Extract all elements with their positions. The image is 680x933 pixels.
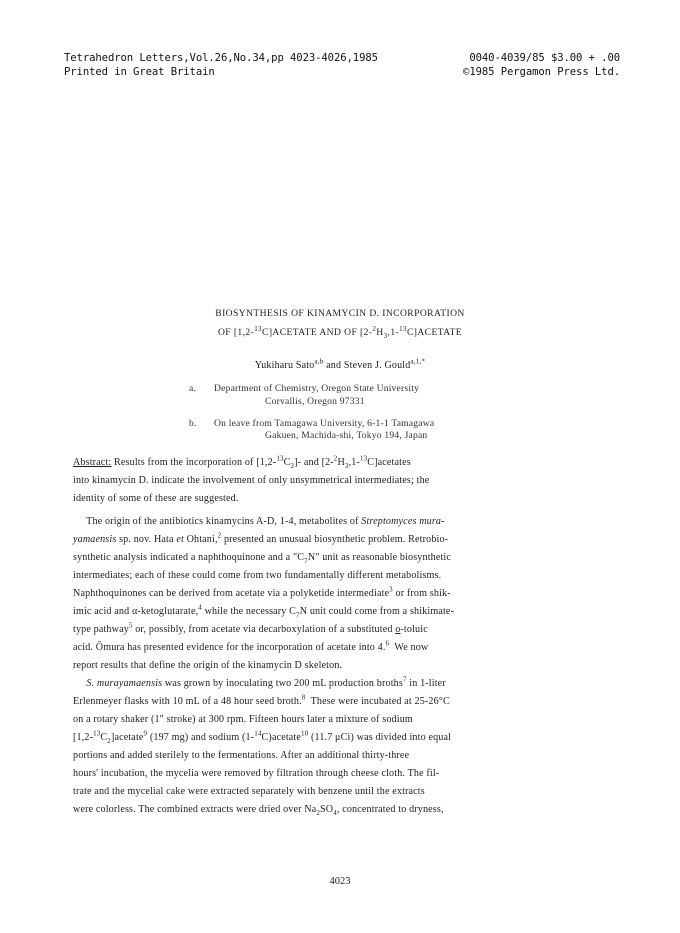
affiliation-b-marker: b.	[189, 418, 197, 429]
body-line: $[1,2-^{13}C_2]acetate^9$ (197 mg) and sodium (1-$^{14}$C)acetate$^{10}$ (11.7 μCi) was divided into equal	[73, 729, 452, 746]
body-line: The origin of the antibiotics kinamycins A-D, 1-4, metabolites of Streptomyces mura-	[73, 516, 445, 527]
body-line: portions and added sterilely to the fermentations. After an additional thirty-three	[73, 750, 410, 761]
body-line: report results that define the origin of the kinamycin D skeleton.	[73, 660, 343, 671]
copyright: ©1985 Pergamon Press Ltd.	[463, 66, 620, 78]
affiliation-b-line-1: On leave from Tamagawa University, 6-1-1 Tamagawa	[214, 418, 435, 429]
article-title-line-1: BIOSYNTHESIS OF KINAMYCIN D. INCORPORATION	[215, 308, 465, 319]
affiliation-b-line-2: Gakuen, Machida-shi, Tokyo 194, Japan	[265, 430, 428, 441]
page-number: 4023	[329, 876, 351, 887]
abstract-label: Abstract:	[73, 457, 112, 468]
body-line: on a rotary shaker (1" stroke) at 300 rpm. Fifteen hours later a mixture of sodium	[73, 714, 413, 725]
printed-in: Printed in Great Britain	[64, 66, 215, 78]
body-line: type pathway$^5$ or, possibly, from acetate via decarboxylation of a substituted o-toluic	[73, 621, 428, 635]
issn-price: 0040-4039/85 $3.00 + .00	[469, 52, 620, 64]
body-line: yamaensis sp. nov. Hata et Ohtani,$^2$ presented an unusual biosynthetic problem. Retrobio-	[73, 531, 449, 545]
body-line: S. murayamaensis was grown by inoculating two 200 mL production broths$^7$ in 1-liter	[73, 675, 446, 689]
article-title-line-2: OF [1,2-$^{13}$C]ACETATE AND OF $[2-^2H_3,1-^{13}C]ACETATE$	[217, 324, 463, 340]
body-line: trate and the mycelial cake were extracted separately with benzene until the extracts	[73, 786, 425, 797]
body-line: were colorless. The combined extracts were dried over $Na_2SO_4$, concentrated to dryness,	[73, 804, 444, 818]
abstract-line-3: identity of some of these are suggested.	[73, 493, 239, 504]
affiliation-a-line-2: Corvallis, Oregon 97331	[265, 396, 365, 407]
affiliation-a-line-1: Department of Chemistry, Oregon State University	[214, 383, 420, 394]
body-line: intermediates; each of these could come from two fundamentally different metabolisms.	[73, 570, 442, 581]
author-list: Yukiharu Sato$^{a,b}$ and Steven J. Gould$^{a,1,*}$	[254, 357, 426, 371]
body-line: Erlenmeyer flasks with 10 mL of a 48 hour seed broth.$^8$ These were incubated at 25-26°C	[73, 693, 450, 707]
body-line: Naphthoquinones can be derived from acetate via a polyketide intermediate$^3$ or from shik-	[73, 585, 451, 599]
body-line: acid. Ōmura has presented evidence for the incorporation of acetate into 4.$^6$ We now	[73, 639, 429, 653]
affiliation-a-marker: a.	[189, 383, 197, 394]
journal-citation: Tetrahedron Letters,Vol.26,No.34,pp 4023-4026,1985	[64, 52, 378, 64]
abstract-line-1: Abstract: Results from the incorporation of $[1,2-^{13}C_2]-$ and $[2-^2H_3,1-^{13}C]acetates$	[73, 454, 411, 471]
abstract-line-2: into kinamycin D. indicate the involvement of only unsymmetrical intermediates; the	[73, 475, 430, 486]
body-line: imic acid and α-ketoglutarate,$^4$ while the necessary $C_7N$ unit could come from a shikimate-	[73, 603, 455, 620]
body-line: synthetic analysis indicated a naphthoquinone and a "$C_7N$" unit as reasonable biosynthetic	[73, 552, 452, 566]
body-line: hours' incubation, the mycelia were removed by filtration through cheese cloth. The fil-	[73, 768, 440, 779]
